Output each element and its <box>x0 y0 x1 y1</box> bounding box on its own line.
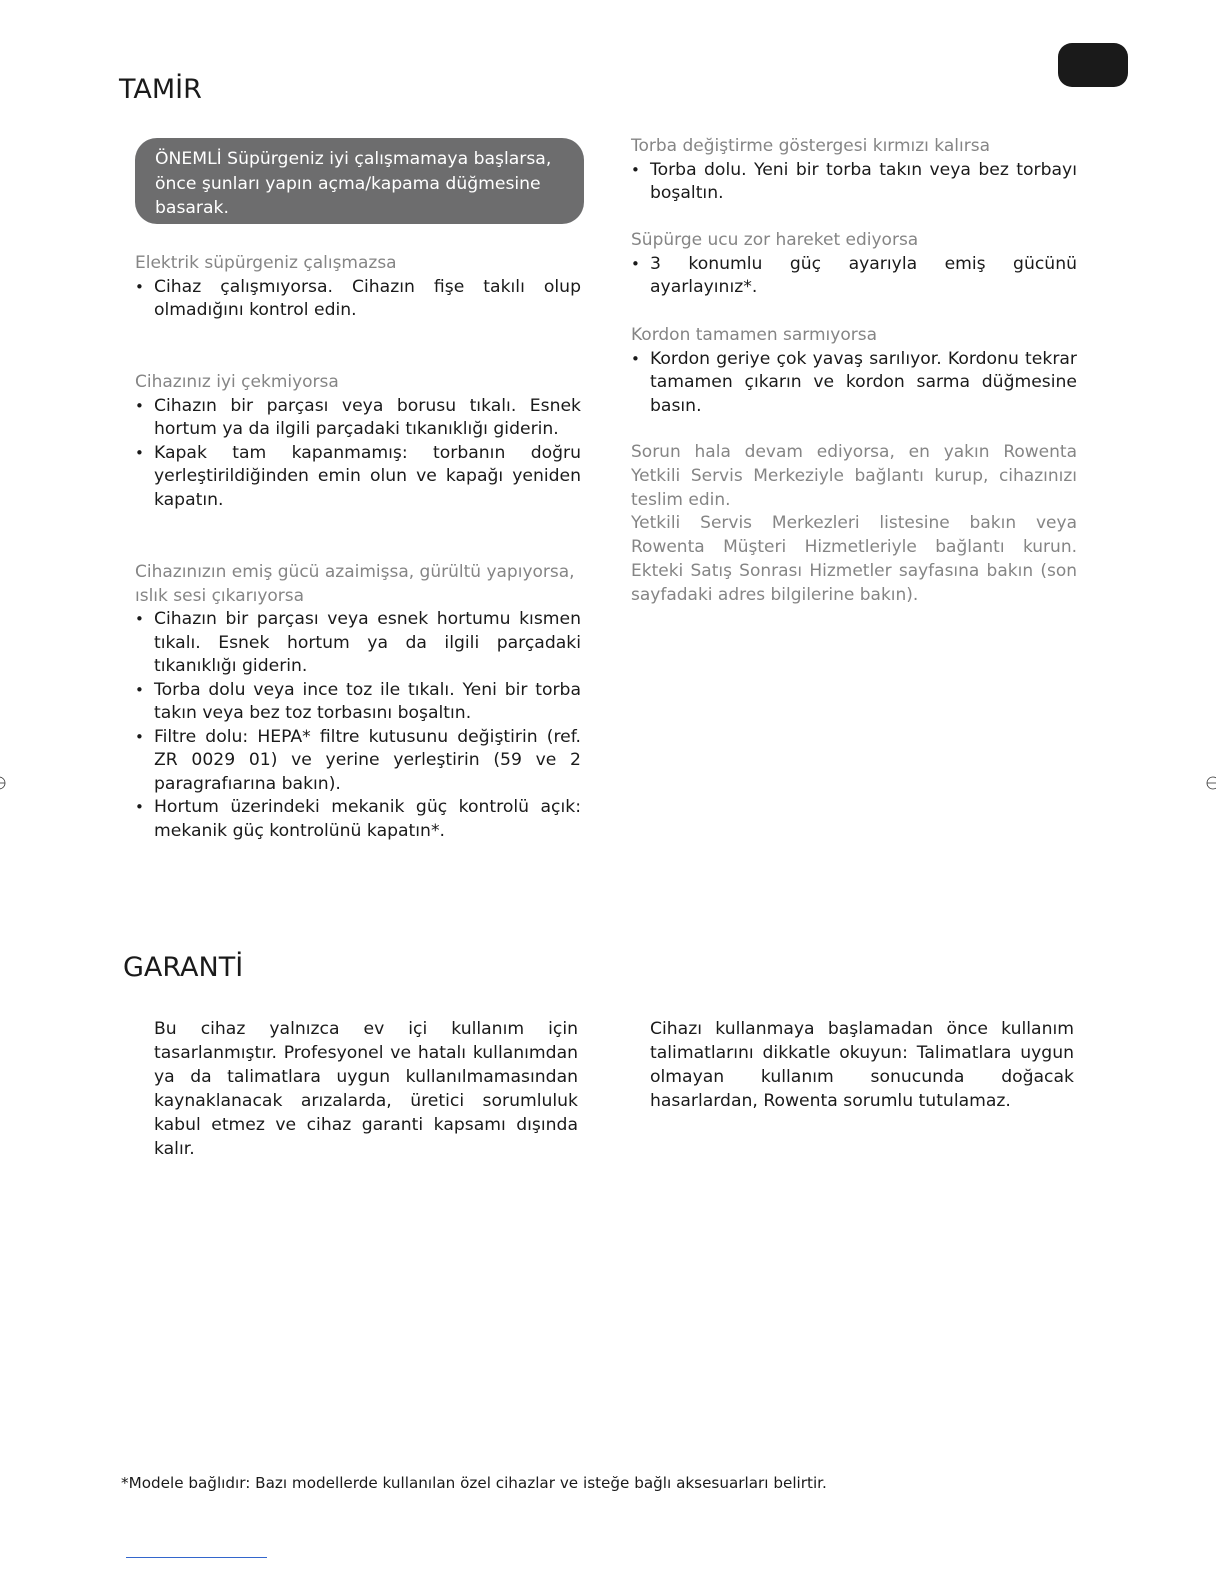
repair-title: TAMİR <box>119 74 202 105</box>
list-item-text: Cihazın bir parçası veya esnek hortumu kısmen tıkalı. Esnek hortum ya da ilgili parçadaki tıkanıklığı giderin. <box>154 609 581 676</box>
warranty-left-column <box>154 1017 578 1161</box>
page-language-tab <box>1058 43 1128 87</box>
list-item-text: Filtre dolu: HEPA* filtre kutusunu değiştirin (ref. ZR 0029 01) ve yerine yerleştirin (59 ve 2 paragrafıarına bakın). <box>154 726 581 794</box>
warranty-right-column <box>650 1017 1074 1113</box>
list-item-text: Kapak tam kapanmamış: torbanın doğru yerleştirildiğinden emin olun ve kapağı yeniden kapatın. <box>154 442 581 510</box>
list-item <box>631 159 1077 206</box>
bullet-icon: • <box>135 798 144 816</box>
repair-section-nozzle <box>631 229 1077 300</box>
section-heading: Torba değiştirme göstergesi kırmızı kalırsa <box>631 136 990 156</box>
repair-section-noise <box>135 561 581 843</box>
list-item-text: Torba dolu veya ince toz ile tıkalı. Yeni bir torba takın veya bez toz torbasını boşaltın. <box>154 679 581 723</box>
warranty-right-text: Cihazı kullanmaya başlamadan önce kullanım talimatlarını dikkatle okuyun: Talimatlara uygun olmayan kullanım sonucunda doğacak hasarlardan, Rowenta sorumlu tutulamaz. <box>650 1019 1074 1111</box>
section-heading: Cihazınız iyi çekmiyorsa <box>135 372 339 392</box>
bullet-icon: • <box>135 680 144 699</box>
warranty-title: GARANTİ <box>123 952 244 983</box>
list-item-text: Torba dolu. Yeni bir torba takın veya bez torbayı boşaltın. <box>650 159 1077 203</box>
bullet-list <box>135 608 581 843</box>
bullet-icon: • <box>135 727 144 746</box>
registration-mark-icon <box>0 776 10 790</box>
list-item <box>135 608 581 679</box>
service-list-note: Yetkili Servis Merkezleri listesine bakın veya Rowenta Müşteri Hizmetleriyle bağlantı kurun. Ekteki Satış Sonrası Hizmetler sayfasına bakın (son sayfadaki adres bilgilerine bakın). <box>631 513 1077 605</box>
section-heading: Elektrik süpürgeniz çalışmazsa <box>135 253 397 273</box>
registration-mark-icon <box>1202 776 1216 790</box>
section-heading: Cihazınızın emiş gücü azaimişsa, gürültü yapıyorsa, ıslık sesi çıkarıyorsa <box>135 562 575 606</box>
important-notice-text: ÖNEMLİ Süpürgeniz iyi çalışmamaya başlarsa, önce şunları yapın açma/kapama düğmesine basarak. <box>155 149 552 218</box>
list-item <box>135 276 581 323</box>
bullet-list <box>135 395 581 513</box>
bullet-icon: • <box>631 349 640 368</box>
bullet-list <box>631 253 1077 300</box>
divider-line <box>126 1557 267 1558</box>
service-note: Sorun hala devam ediyorsa, en yakın Rowenta Yetkili Servis Merkeziyle bağlantı kurup, cihazınızı teslim edin. <box>631 442 1077 510</box>
bullet-list <box>631 348 1077 419</box>
bullet-icon: • <box>631 160 640 179</box>
list-item <box>135 726 581 797</box>
repair-section-not-working <box>135 252 581 323</box>
bullet-icon: • <box>135 396 144 415</box>
list-item <box>135 442 581 513</box>
list-item <box>631 348 1077 419</box>
list-item-text: Cihazın bir parçası veya borusu tıkalı. Esnek hortum ya da ilgili parçadaki tıkanıklığı giderin. <box>154 395 581 439</box>
bullet-icon: • <box>135 610 144 628</box>
list-item <box>135 796 581 843</box>
repair-section-cord <box>631 324 1077 418</box>
list-item-text: 3 konumlu güç ayarıyla emiş gücünü ayarlayınız*. <box>650 253 1077 297</box>
repair-section-bag-indicator <box>631 135 1077 206</box>
list-item-text: Hortum üzerindeki mekanik güç kontrolü açık: mekanik güç kontrolünü kapatın*. <box>154 797 581 841</box>
list-item-text: Kordon geriye çok yavaş sarılıyor. Kordonu tekrar tamamen çıkarın ve kordon sarma düğmesine basın. <box>650 348 1077 416</box>
list-item <box>135 679 581 726</box>
list-item <box>631 253 1077 300</box>
service-notes <box>631 441 1077 608</box>
warranty-left-text: Bu cihaz yalnızca ev içi kullanım için tasarlanmıştır. Profesyonel ve hatalı kullanımdan ya da talimatlara uygun kullanılmamasından kaynaklanacak arızalarda, üretici sorumluluk kabul etmez ve cihaz garanti kapsamı dışında kalır. <box>154 1019 578 1159</box>
bullet-list <box>135 276 581 323</box>
repair-section-weak-suction <box>135 371 581 512</box>
footnote: *Modele bağlıdır: Bazı modellerde kullanılan özel cihazlar ve isteğe bağlı aksesuarları belirtir. <box>121 1474 827 1492</box>
bullet-list <box>631 159 1077 206</box>
bullet-icon: • <box>135 443 144 462</box>
important-notice-box <box>135 138 584 224</box>
bullet-icon: • <box>631 254 640 273</box>
bullet-icon: • <box>135 277 144 296</box>
section-heading: Süpürge ucu zor hareket ediyorsa <box>631 230 919 250</box>
list-item <box>135 395 581 442</box>
section-heading: Kordon tamamen sarmıyorsa <box>631 325 877 345</box>
list-item-text: Cihaz çalışmıyorsa. Cihazın fişe takılı olup olmadığını kontrol edin. <box>154 276 581 320</box>
